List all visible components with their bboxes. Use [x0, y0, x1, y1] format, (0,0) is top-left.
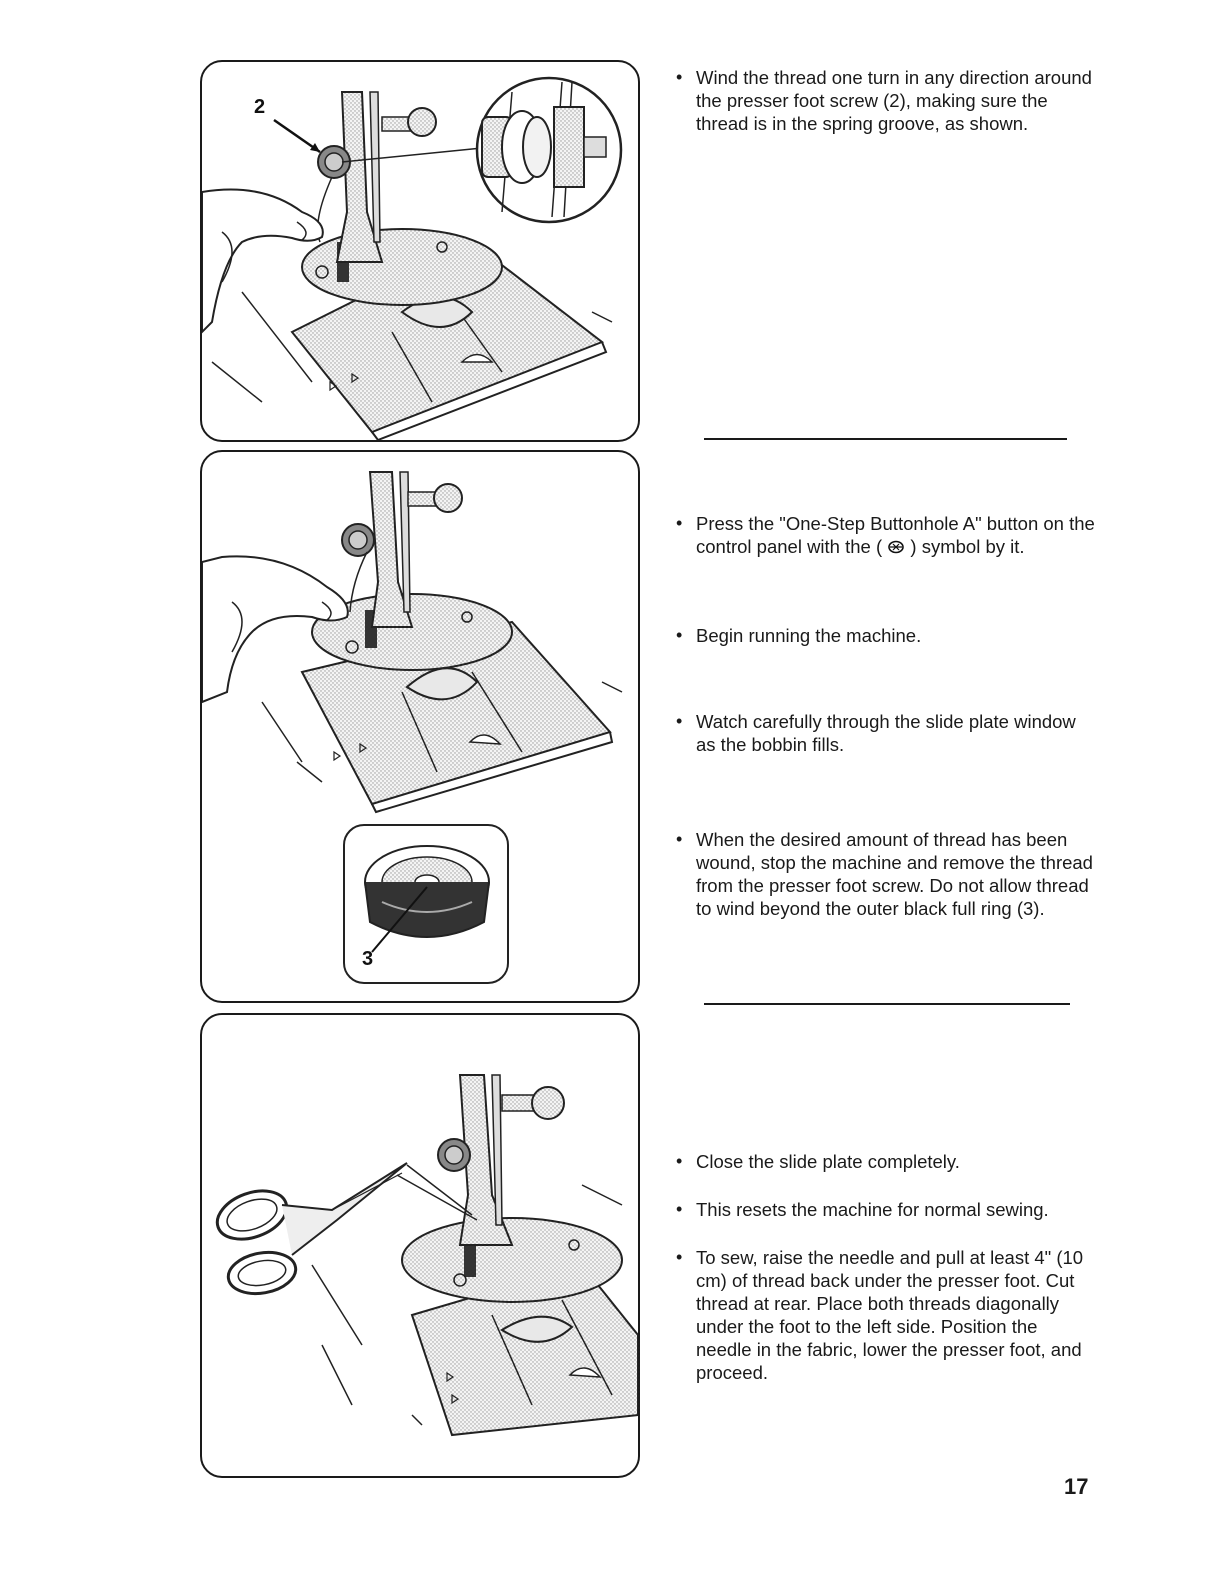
instruction-close-plate: • Close the slide plate completely. [676, 1150, 1096, 1173]
instruction-press-button [676, 512, 1096, 558]
section-close-plate [676, 1150, 1096, 1173]
instruction-resets-machine: • This resets the machine for normal sewing. [676, 1198, 1096, 1221]
section-divider [704, 438, 1067, 440]
section-divider [704, 1003, 1070, 1005]
page-number: 17 [1064, 1474, 1089, 1499]
press-button-text-start: Press the "One-Step Buttonhole A" button on the control panel with the ( [696, 513, 1095, 557]
illustration-running-machine [202, 452, 638, 1001]
figure-bobbin-filling [200, 450, 640, 1003]
illustration-winding-thread [202, 62, 638, 440]
illustration-scissors-cutting [202, 1015, 638, 1476]
instruction-watch-bobbin: • Watch carefully through the slide plate window as the bobbin fills. [676, 710, 1096, 756]
section-thread-screw [676, 66, 1096, 135]
press-button-text-end: ) symbol by it. [910, 536, 1025, 557]
section-to-sew [676, 1246, 1096, 1384]
instruction-wind-thread: • Wind the thread one turn in any direction around the presser foot screw (2), making sure the thread is in the spring groove, as shown. [676, 66, 1096, 135]
instruction-stop-machine: • When the desired amount of thread has been wound, stop the machine and remove the thread from the presser foot screw. Do not allow thread to wind beyond the outer black full ring (3). [676, 828, 1096, 920]
buttonhole-symbol-icon [887, 540, 905, 554]
section-stop-machine [676, 828, 1096, 920]
section-watch-bobbin [676, 710, 1096, 756]
instruction-to-sew: • To sew, raise the needle and pull at least 4" (10 cm) of thread back under the presser foot. Cut thread at rear. Place both threads diagonally under the foot to the left side. Position the needle in the fabric, lower the presser foot, and proceed. [676, 1246, 1096, 1384]
instruction-begin-running: • Begin running the machine. [676, 624, 1096, 647]
figure-cut-thread-scissors [200, 1013, 640, 1478]
section-resets [676, 1198, 1096, 1221]
section-begin-running [676, 624, 1096, 647]
section-bobbin-winding [676, 512, 1096, 558]
figure-thread-presser-foot-screw [200, 60, 640, 442]
callout-number-3: 3 [362, 948, 374, 970]
callout-number-2: 2 [254, 96, 266, 118]
